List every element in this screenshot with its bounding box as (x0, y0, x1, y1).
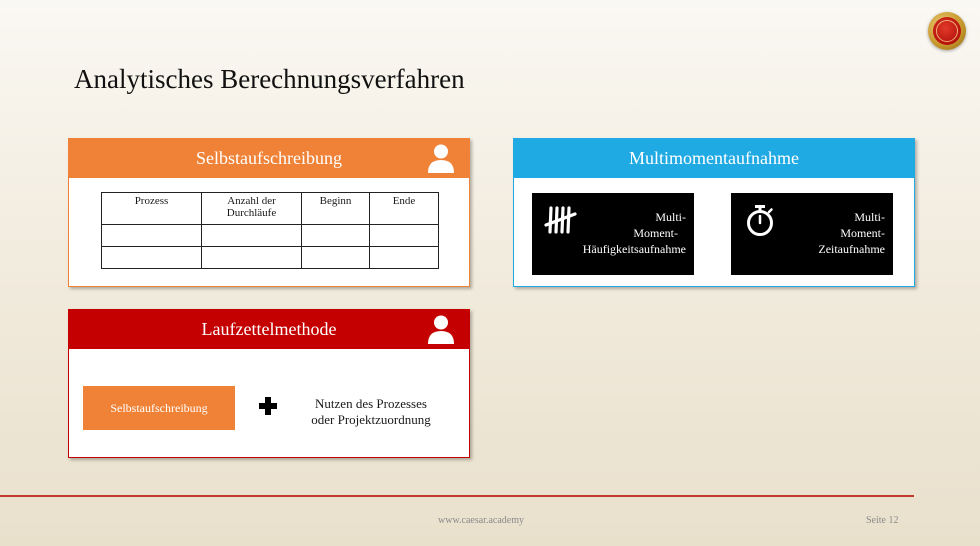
table-cell (102, 225, 202, 247)
label-line: Multi- (854, 210, 885, 224)
card-selbstaufschreibung (68, 138, 470, 287)
footer-divider (0, 495, 914, 497)
nutzen-text (291, 396, 451, 428)
table-cell (202, 247, 302, 269)
card-header (68, 309, 470, 349)
card-laufzettelmethode (68, 309, 470, 458)
card-title: Laufzettelmethode (201, 318, 337, 339)
box-label (818, 209, 885, 257)
table-cell (302, 247, 370, 269)
caesar-academy-logo (928, 12, 966, 50)
label-line: Moment- (633, 226, 678, 240)
table-row (102, 225, 439, 247)
column-header: Beginn (302, 193, 370, 225)
text-line: Nutzen des Prozesses (315, 396, 427, 411)
column-header (202, 193, 302, 225)
label-line: Häufigkeitsaufnahme (582, 242, 686, 256)
card-multimomentaufnahme (513, 138, 915, 287)
process-table (101, 192, 439, 269)
stopwatch-icon (743, 203, 777, 237)
label-line: Multi- (655, 210, 686, 224)
table-cell (202, 225, 302, 247)
text-line: oder Projektzuordnung (311, 412, 431, 427)
selbstaufschreibung-box: Selbstaufschreibung (83, 386, 235, 430)
label-line: Moment- (840, 226, 885, 240)
haeufigkeitsaufnahme-box (532, 193, 694, 275)
zeitaufnahme-box (731, 193, 893, 275)
table-cell (370, 247, 439, 269)
label-line: Zeitaufnahme (818, 242, 885, 256)
person-icon (426, 143, 456, 173)
column-header: Ende (370, 193, 439, 225)
box-label (583, 209, 686, 257)
card-title: Multimomentaufnahme (629, 147, 799, 168)
footer-url: www.caesar.academy (438, 515, 524, 526)
tally-marks-icon (544, 203, 578, 237)
page-number: Seite 12 (866, 515, 899, 526)
person-icon (426, 314, 456, 344)
table-cell (102, 247, 202, 269)
column-header: Prozess (102, 193, 202, 225)
column-header-label: Anzahl der Durchläufe (226, 195, 277, 219)
plus-icon (258, 396, 278, 416)
table-header-row (102, 193, 439, 225)
slide-title: Analytisches Berechnungsverfahren (74, 64, 465, 94)
card-title: Selbstaufschreibung (196, 147, 342, 168)
table-row (102, 247, 439, 269)
card-header (68, 138, 470, 178)
table-cell (370, 225, 439, 247)
table-cell (302, 225, 370, 247)
card-header (513, 138, 915, 178)
